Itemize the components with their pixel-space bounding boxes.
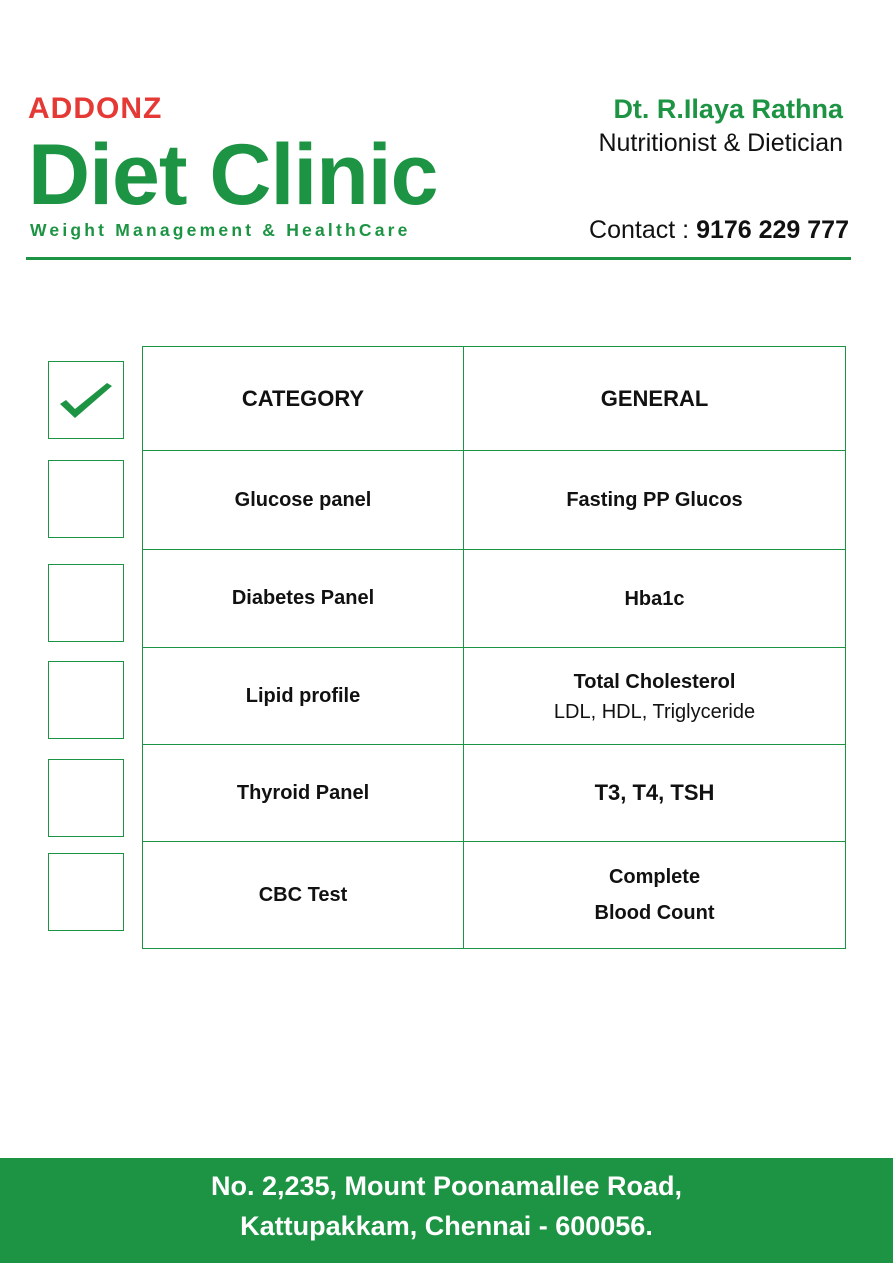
- row-category: Thyroid Panel: [143, 745, 464, 842]
- clinic-logo: [28, 92, 448, 247]
- contact-number[interactable]: 9176 229 777: [696, 216, 849, 244]
- row-category: Diabetes Panel: [143, 550, 464, 648]
- row-general: [464, 451, 846, 550]
- row-general-sub: Blood Count: [594, 902, 715, 924]
- table-header-row: [143, 347, 846, 451]
- address-line-2: Kattupakkam, Chennai - 600056.: [240, 1211, 653, 1241]
- header-general: GENERAL: [464, 347, 846, 451]
- table-row: [143, 451, 846, 550]
- contact-label: Contact :: [589, 216, 690, 244]
- address-line-1: No. 2,235, Mount Poonamallee Road,: [210, 1171, 683, 1201]
- table-row: [143, 745, 846, 842]
- row-general: [464, 842, 846, 949]
- checkmark-icon: [57, 380, 115, 422]
- header-category: CATEGORY: [143, 347, 464, 451]
- brand-name: Diet Clinic: [28, 127, 438, 223]
- lipid-profile-checkbox[interactable]: [48, 661, 124, 739]
- row-category: Lipid profile: [143, 648, 464, 745]
- contact-line: [589, 214, 849, 246]
- brand-tagline: Weight Management & HealthCare: [30, 220, 411, 240]
- header-checkbox[interactable]: [48, 361, 124, 439]
- table-row: [143, 842, 846, 949]
- address-footer: [0, 1158, 893, 1263]
- row-general-main: Fasting PP Glucos: [566, 489, 743, 511]
- row-general-main: Total Cholesterol: [573, 671, 736, 693]
- row-general: [464, 648, 846, 745]
- row-general-main: Hba1c: [624, 587, 685, 610]
- tests-table: [142, 346, 846, 949]
- row-general-main: T3, T4, TSH: [594, 780, 715, 805]
- row-general-main: Complete: [608, 866, 701, 888]
- row-category: Glucose panel: [143, 451, 464, 550]
- cbc-test-checkbox[interactable]: [48, 853, 124, 931]
- table-row: [143, 550, 846, 648]
- doctor-info: [598, 92, 843, 160]
- table-row: [143, 648, 846, 745]
- row-general-sub: LDL, HDL, Triglyceride: [553, 701, 756, 723]
- glucose-panel-checkbox[interactable]: [48, 460, 124, 538]
- row-general: [464, 745, 846, 842]
- doctor-name: Dt. R.Ilaya Rathna: [613, 94, 843, 124]
- doctor-title: Nutritionist & Dietician: [598, 129, 843, 157]
- brand-top-text: ADDONZ: [28, 92, 163, 125]
- diabetes-panel-checkbox[interactable]: [48, 564, 124, 642]
- header-divider: [26, 257, 851, 260]
- row-general: [464, 550, 846, 648]
- thyroid-panel-checkbox[interactable]: [48, 759, 124, 837]
- row-category: CBC Test: [143, 842, 464, 949]
